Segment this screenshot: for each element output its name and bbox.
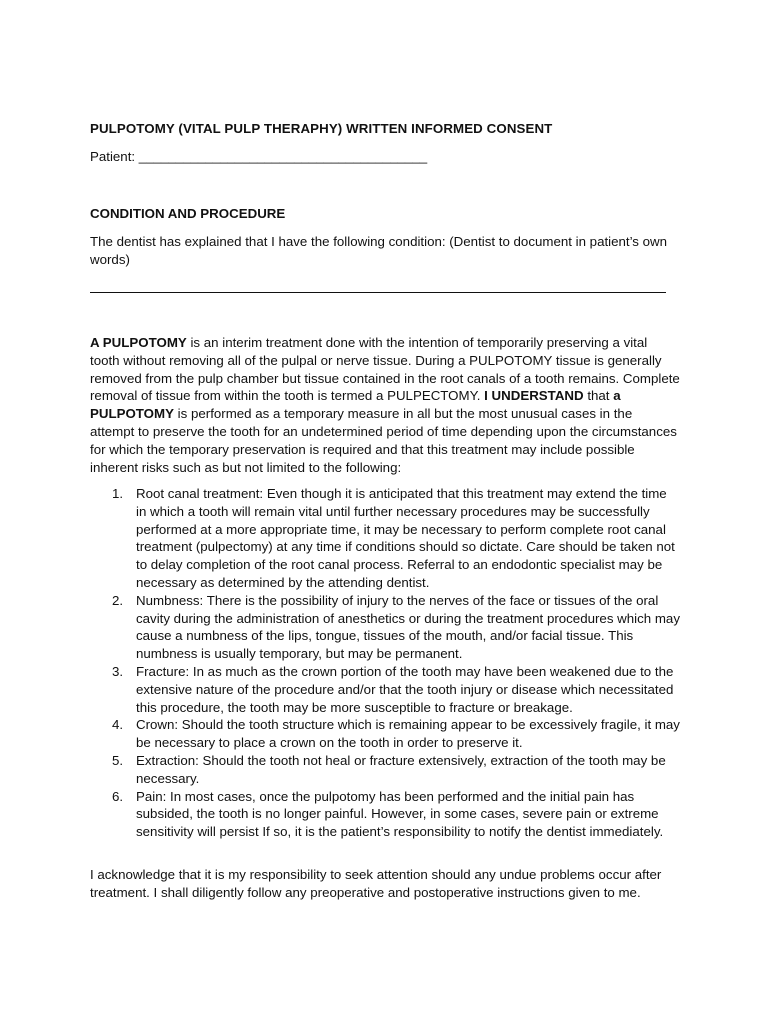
document-title: PULPOTOMY (VITAL PULP THERAPHY) WRITTEN INFORMED CONSENT (90, 121, 553, 136)
intro-bold-pulpotomy: A PULPOTOMY (90, 335, 187, 350)
intro-text-2: that (583, 388, 614, 404)
risk-text: Numbness: There is the possibility of injury to the nerves of the face or tissues of the oral cavity during the administration of anesthetics or during the treatment procedures which may cause a numbness of the lips, tongue, tissues of the mouth, and/or facial tissue. This numbness is usually temporary, but may be permanent. (136, 592, 680, 662)
section-heading-condition: CONDITION AND PROCEDURE (90, 206, 286, 221)
acknowledgement-paragraph: I acknowledge that it is my responsibility to seek attention should any undue problems occur after treatment. I shall diligently follow any preoperative and postoperative instructions given to me. (90, 867, 662, 900)
risk-text: Root canal treatment: Even though it is anticipated that this treatment may extend the time in which a tooth will remain vital until further necessary procedures may be successfully performed at a more appropriate time, it may be necessary to perform complete root canal treatment (pulpectomy) at any time if conditions should so dictate. Care should be taken not to delay completion of the root canal process. Referral to an endodontic specialist may be necessary as determined by the attending dentist. (136, 486, 675, 590)
risk-text: Fracture: In as much as the crown portion of the tooth may have been weakened due to the extensive nature of the procedure and/or that the tooth injury or disease which necessitated this procedure, the tooth may be more susceptible to fracture or breakage. (136, 663, 674, 715)
risk-item-extraction (90, 752, 680, 788)
patient-blank-line: _______________________________________ (138, 149, 428, 164)
intro-text-3: is performed as a temporary measure in all but the most unusual cases in the attempt to preserve the tooth for an undetermined period of time depending upon the circumstances for which the temporary preservation is required and that this treatment may include possible inherent risks such as but not limited to the following: (90, 406, 677, 475)
risk-number: 1. (112, 486, 124, 501)
risk-number: 2. (112, 592, 124, 608)
patient-field (90, 148, 427, 166)
risk-item-fracture (90, 663, 680, 716)
intro-paragraph (90, 334, 680, 476)
patient-label: Patient: (90, 149, 139, 164)
condition-description: The dentist has explained that I have the following condition: (Dentist to document in patient’s own words) (90, 234, 668, 267)
risk-number: 3. (112, 663, 124, 679)
risk-item-pain (90, 788, 680, 841)
risk-list (90, 485, 680, 841)
condition-answer-line (90, 292, 666, 293)
risk-text: Extraction: Should the tooth not heal or fracture extensively, extraction of the tooth may be necessary. (136, 752, 666, 786)
risk-number: 5. (112, 752, 124, 768)
intro-bold-understand: I UNDERSTAND (484, 388, 584, 404)
risk-text: Pain: In most cases, once the pulpotomy has been performed and the initial pain has subsided, the tooth is no longer painful. However, in some cases, severe pain or extreme sensitivity will persist If so, it is the patient’s responsibility to notify the dentist immediately. (136, 788, 664, 840)
risk-item-crown (90, 716, 680, 752)
risk-item-root-canal (90, 485, 680, 592)
risk-item-numbness (90, 592, 680, 663)
risk-number: 6. (112, 788, 124, 804)
risk-number: 4. (112, 717, 124, 733)
intro-bold-pulpotomy-2: a PULPOTOMY (90, 388, 621, 422)
intro-text-1: is an interim treatment done with the intention of temporarily preserving a vital tooth without removing all of the pulpal or nerve tissue. During a PULPOTOMY tissue is generally removed from the pulp chamber but tissue contained in the root canals of a tooth remains. Complete removal of tissue from within the tooth is termed a PULPECTOMY. (90, 335, 680, 404)
risk-text: Crown: Should the tooth structure which is remaining appear to be excessively fragile, it may be necessary to place a crown on the tooth in order to preserve it. (136, 717, 680, 751)
